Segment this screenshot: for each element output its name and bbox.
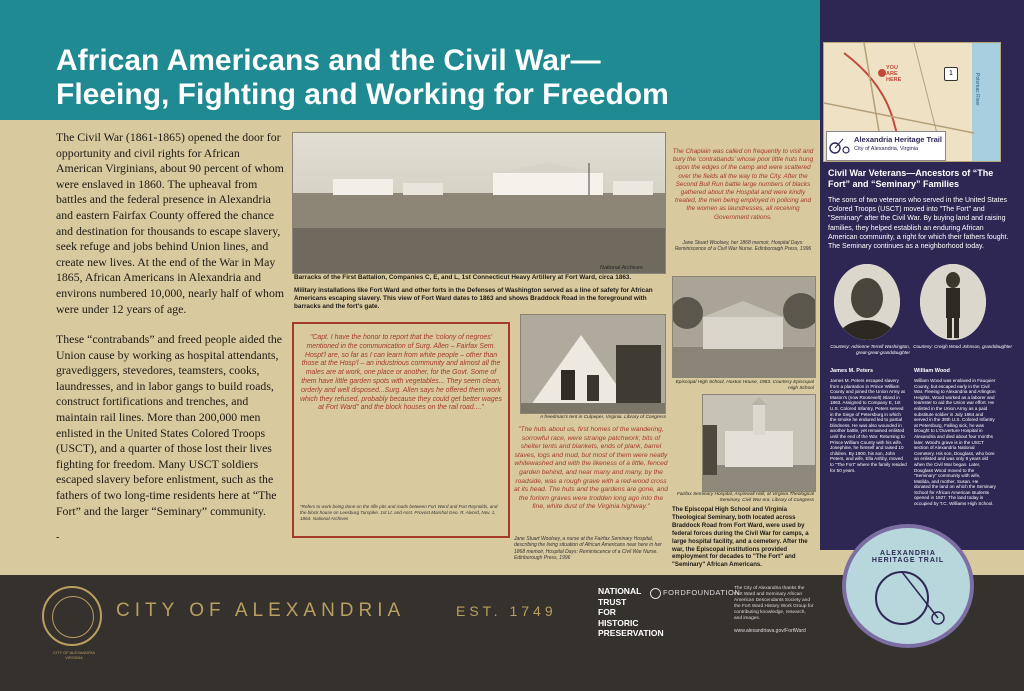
- william-wood-portrait: [920, 264, 986, 340]
- fort-ward-barracks-photo: [292, 132, 666, 274]
- trail-logo-title: Alexandria Heritage Trail: [854, 135, 942, 144]
- trust-line3: FOR: [598, 607, 616, 617]
- bio1-name: James M. Peters: [830, 368, 874, 374]
- captain-quote-note: "Refers to work being done on the rifle pits and roads between Fort Ward and Fort Reynolds, and the block house on Leesburg Turnpike. 1st Lt. and Asst. Provost Marshal Geo. R. Alvord, Nov. 1, 1864. National Archives: [300, 504, 498, 521]
- portrait1-image: [834, 264, 900, 340]
- episcopal-high-school-photo: [672, 276, 816, 378]
- hoxton-house-image: [673, 277, 815, 377]
- footer-credits: The City of Alexandria thanks the Fort Ward and Seminary African American Descendants Society and the Fort Ward History Work Group for contributing knowledge, research, and images.: [734, 586, 814, 621]
- trust-line5: PRESERVATION: [598, 628, 664, 638]
- james-peters-portrait: [834, 264, 900, 340]
- aspinwall-hall-image: [703, 395, 815, 491]
- ford-foundation-icon: [650, 588, 661, 599]
- portrait1-caption: Courtesy: Adrienne Terrell Washington, great-great-granddaughter: [830, 344, 910, 355]
- city-seal-text: CITY OF ALEXANDRIA VIRGINIA: [53, 650, 95, 660]
- episcopal-photo2-caption: Fairfax Seminary Hospital, Aspinwall Hall, at Virginia Theological Seminary, Civil War era. Library of Congress: [676, 492, 814, 503]
- bio2-text: William Wood was enslaved in Fauquier County, but escaped early in the Civil War. Fleeing to Alexandria and Arlington Heights, Wood worked as a laborer and teamster to aid the Union war effort. He enlisted in the Union Army as a paid substitute soldier in July 1864 and served in the 39th U.S. Colored Infantry at Petersburg, Falling sick, he was brought to L'Ouverture Hospital in Alexandria and died about four months later. Wood's grave is in the USCT section of Alexandria National Cemetery. His son, Douglass, who bore an enlisted and was only 8 years old when the Civil War began. Later, Douglass Wood moved to the "Seminary" community with wife, Matilda, and mother, Susan. He donated the land on which the Seminary School for African American students opened in 1927. The land today is occupied by T.C. Williams High School.: [914, 378, 996, 507]
- city-name: CITY OF ALEXANDRIA: [116, 600, 406, 621]
- culpeper-photo-image: [521, 315, 665, 413]
- page-title-line2: Fleeing, Fighting and Working for Freedom: [56, 78, 669, 111]
- portrait2-caption: Courtesy: Creigh Wood Johnson, granddaughter: [913, 344, 1012, 349]
- map-you-are-here-label: YOU ARE HERE: [886, 65, 902, 83]
- barracks-photo-image: [293, 133, 665, 273]
- trust-line2: TRUST: [598, 596, 627, 607]
- ford-foundation-logo: FORDFOUNDATION: [663, 588, 741, 597]
- trail-map: [823, 42, 1001, 162]
- captain-quote: "Capt. I have the honor to report that the 'colony of negroes' mentioned in the communication of Surg. Allen – Fairfax Sem. Hospt'l are, so far as I can learn from white people – other than those at the Hosp'l – an industrious community and almost all the males are at work, one place or another, for the Govt. Some of them have little garden spots with vegetables... They seem clean, orderly and well disposed...Surg. Allen says he offered them work which they refused, probably because they could get better wages at Fort Ward" and the block houses on the rail road....": [300, 334, 502, 412]
- top-photo-caption-text: Military installations like Fort Ward and other forts in the Defenses of Washington served as a line of safety for African Americans escaping slavery. This view of Fort Ward dates to 1863 and shows Braddock Road in the foreground with barracks and the fort's gate.: [294, 287, 653, 311]
- intro-paragraph: The Civil War (1861-1865) opened the door for opportunity and civil rights for African American Virginians, about 90 percent of whom were enslaved in 1860. The upheaval from battles and the federal presence in Alexandria and eastern Fairfax County offered the chance and destination for thousands to escape slavery, seek refuge and jobs behind Union lines, and create new lives. At the end of the War in May 1865, African Americans in Alexandria and environs numbered 10,000, nearly half of whom were under 12 years of age.: [56, 130, 285, 316]
- trail-logo-subtitle: City of Alexandria, Virginia: [854, 146, 919, 152]
- trust-line4: HISTORIC: [598, 617, 639, 628]
- established-year: EST. 1749: [456, 603, 557, 619]
- fairfax-seminary-hospital-photo: [702, 394, 816, 492]
- chaplain-quote: The Chaplain was called on frequently to visit and bury the 'contrabands' whose poor little huts hung upon the edges of the camp and were scattered over the fields all the way to the City. After the Second Bull Run battle large numbers of blacks gathered about the Hospital and were kindly treated, the men being employed in policing and the women as laundresses, all receiving Government rations.: [672, 148, 814, 221]
- trust-line1: NATIONAL: [598, 586, 642, 596]
- contrabands-paragraph: These “contrabands” and freed people aided the Union cause by working as hospital attendants, gravediggers, stevedores, teamsters, cooks, laundresses, and in labor gangs to build roads, construct fortifications and trenches, and maintain rail lines. More than 200,000 men enlisted in the United States Colored Troops (USCT), and a quarter of those lost their lives fighting for freedom. Many USCT soldiers escaped slavery before enlistment, such as the fathers of two long-time residents here at “The Fort” and the larger “Seminary” community.: [56, 332, 282, 518]
- chaplain-quote-attribution: Jane Stuart Woolsey, her 1868 memoir, Hospital Days: Reminiscence of a Civil War Nurse. Edinborough Press, 1996: [674, 240, 812, 253]
- veterans-heading: Civil War Veterans—Ancestors of “The Fort” and “Seminary” Families: [828, 168, 994, 189]
- bio2-name: William Wood: [914, 368, 950, 374]
- penny-farthing-icon: [846, 528, 970, 644]
- culpeper-tent-photo: [520, 314, 666, 414]
- map-river-label: Potomac River: [974, 73, 980, 106]
- bio1-text: James M. Peters escaped slavery from a plantation in Prince William County and joined the Union Army at Mason's (now Roosevelt) Island in 1863. Assigned to Company E, 1st U.S. Colored Infantry, Peters served in the Siege of Petersburg in which the smoke he endured led to partial blindness. He was also wounded in another battle, yet remained enlisted until the end of the War. Returning to Prince William County with his wife, Josephine, he himself and raised 10 children. By 1900, his son, John Peters, and wife, Ella Ashby, moved to "The Fort" where the family resided for 50 years.: [830, 378, 907, 473]
- episcopal-caption: The Episcopal High School and Virginia Theological Seminary, both located across Braddock Road from Fort Ward, were used by federal forces during the Civil War for camps, a large hospital facility, and a cemetery. After the war, the Episcopal institutions provided employment for decades to "The Fort" and "Seminary" African Americans.: [672, 506, 809, 569]
- paragraph-dash: -: [56, 532, 60, 543]
- top-photo-caption-title: Barracks of the First Battalion, Companies C, E, and L, 1st Connecticut Heavy Artillery at Fort Ward, circa 1863.: [294, 274, 632, 281]
- culpeper-photo-caption: A freedman's tent in Culpeper, Virginia. Library of Congress: [540, 415, 666, 420]
- huts-quote-attribution: Jane Stuart Woolsey, a nurse at the Fairfax Seminary Hospital, describing the living situation of African Americans near here in her 1868 memoir, Hospital Days: Reminiscence of a Civil War Nurse. Edinborough Press, 1996: [514, 536, 662, 562]
- page-title-line1: African Americans and the Civil War—: [56, 44, 601, 77]
- route-marker: 1: [944, 67, 958, 81]
- footer-website[interactable]: www.alexandriava.gov/FortWard: [734, 628, 806, 634]
- portrait2-image: [920, 264, 986, 340]
- trail-badge-text: ALEXANDRIA HERITAGE TRAIL: [871, 550, 945, 564]
- city-seal: [42, 586, 102, 646]
- episcopal-photo1-caption: Episcopal High School, Hoxton House, 1983. Courtesy Episcopal High School: [675, 380, 814, 391]
- top-photo-credit: National Archives: [600, 265, 643, 271]
- huts-quote: "The huts about us, first homes of the wandering, sorrowful race, were strange patchwork; bits of shelter tents and blankets, ends of plank, barrel staves, logs and mud, but most of them were neatly whitewashed and with the likeness of a little, fenced garden behind, and near many and many, by the roadside, was a rough grave with a red-wood cross at its head. The huts and the gardens are gone, and the forlorn graves were trodden long ago into the fine, white dust of the Virginia highway.": [514, 426, 668, 511]
- heritage-trail-badge: [842, 524, 974, 648]
- veterans-text: The sons of two veterans who served in the United States Colored Troops (USCT) moved into "The Fort" and "Seminary" after the Civil War. By buying land and raising families, they helped establish an enduring African American community, a right for which their fathers fought. The Seminary continues as a neighborhood today.: [828, 197, 1009, 251]
- bicycle-icon: [829, 135, 851, 155]
